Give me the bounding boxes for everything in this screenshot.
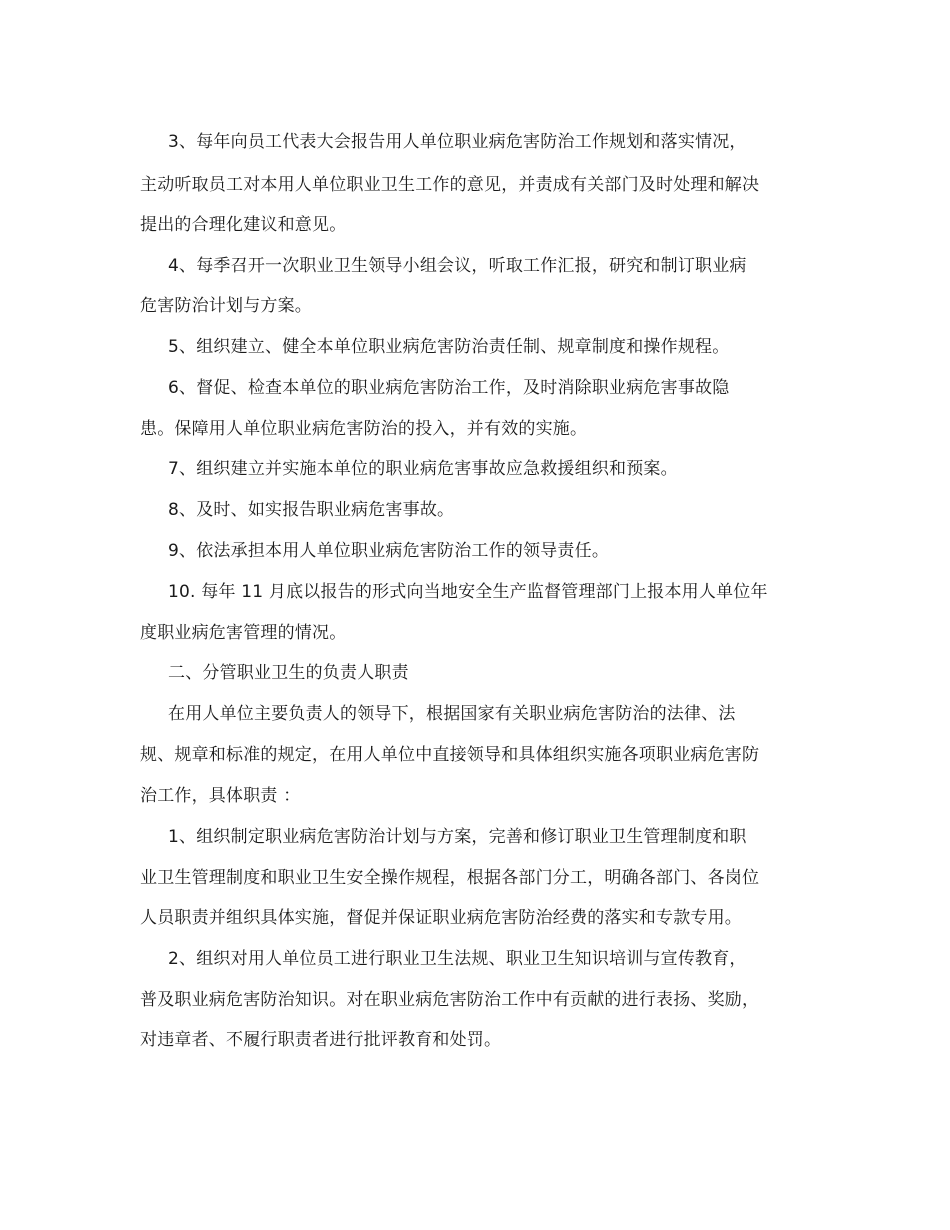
text-line: 7、组织建立并实施本单位的职业病危害事故应急救援组织和预案。 — [168, 459, 678, 479]
text-line: 主动听取员工对本用人单位职业卫生工作的意见，并责成有关部门及时处理和解决 — [140, 175, 760, 195]
text-line: 危害防治计划与方案。 — [140, 296, 312, 316]
text-line: 6、督促、检查本单位的职业病危害防治工作，及时消除职业病危害事故隐 — [168, 378, 730, 398]
text-line: 度职业病危害管理的情况。 — [140, 623, 347, 643]
text-line: 患。保障用人单位职业病危害防治的投入，并有效的实施。 — [140, 419, 588, 439]
text-line: 2、组织对用人单位员工进行职业卫生法规、职业卫生知识培训与宣传教育， — [168, 949, 747, 969]
text-line: 3、每年向员工代表大会报告用人单位职业病危害防治工作规划和落实情况， — [168, 132, 747, 152]
text-line: 1、组织制定职业病危害防治计划与方案，完善和修订职业卫生管理制度和职 — [168, 827, 747, 847]
section-heading: 二、分管职业卫生的负责人职责 — [168, 663, 409, 683]
text-line: 人员职责并组织具体实施，督促并保证职业病危害防治经费的落实和专款专用。 — [140, 908, 742, 928]
text-line: 在用人单位主要负责人的领导下，根据国家有关职业病危害防治的法律、法 — [168, 704, 736, 724]
text-line: 对违章者、不履行职责者进行批评教育和处罚。 — [140, 1030, 502, 1050]
text-line: 5、组织建立、健全本单位职业病危害防治责任制、规章制度和操作规程。 — [168, 337, 730, 357]
text-line: 普及职业病危害防治知识。对在职业病危害防治工作中有贡献的进行表扬、奖励， — [140, 990, 760, 1010]
text-line: 提出的合理化建议和意见。 — [140, 215, 347, 235]
text-line: 规、规章和标准的规定，在用人单位中直接领导和具体组织实施各项职业病危害防 — [140, 745, 760, 765]
text-line: 8、及时、如实报告职业病危害事故。 — [168, 500, 455, 520]
text-line: 9、依法承担本用人单位职业病危害防治工作的领导责任。 — [168, 541, 610, 561]
text-line: 4、每季召开一次职业卫生领导小组会议，听取工作汇报，研究和制订职业病 — [168, 256, 747, 276]
text-line: 10. 每年 11 月底以报告的形式向当地安全生产监督管理部门上报本用人单位年 — [168, 582, 768, 602]
text-line: 治工作，具体职责 ： — [140, 786, 301, 806]
text-line: 业卫生管理制度和职业卫生安全操作规程，根据各部门分工，明确各部门、各岗位 — [140, 868, 760, 888]
